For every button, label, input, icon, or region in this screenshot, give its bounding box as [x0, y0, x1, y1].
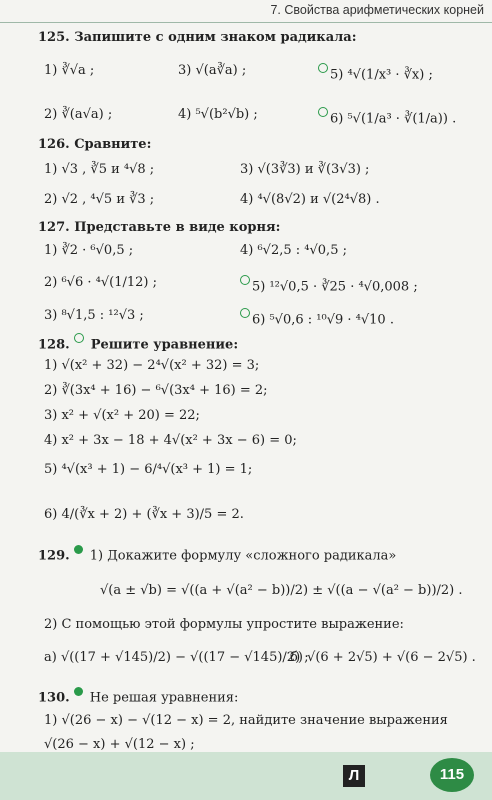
publisher-logo: Л	[343, 765, 365, 787]
task-126-2: 2) √2 , ⁴√5 и ∛3 ;	[44, 192, 155, 207]
task-126-4: 4) ⁴√(8√2) и √(2⁴√8) .	[240, 192, 380, 207]
problem-title: Запишите с одним знаком радикала:	[74, 30, 357, 45]
section-title: 7. Свойства арифметических корней	[270, 3, 484, 17]
task-130-1: 1) √(26 − x) − √(12 − x) = 2, найдите значение выражения	[44, 713, 448, 728]
filled-circle-icon	[74, 687, 83, 696]
circle-icon	[318, 107, 328, 117]
problem-number: 129.	[38, 548, 70, 564]
problem-125-heading	[38, 30, 357, 45]
task-128-5: 5) ⁴√(x³ + 1) − 6/⁴√(x³ + 1) = 1;	[44, 462, 253, 477]
problem-130-heading	[38, 687, 238, 705]
problem-127-heading	[38, 220, 280, 235]
task-129-2-intro: 2) С помощью этой формулы упростите выражение:	[44, 617, 404, 632]
circle-icon	[240, 308, 250, 318]
filled-circle-icon	[74, 545, 83, 554]
task-127-3: 3) ⁸√1,5 : ¹²√3 ;	[44, 308, 144, 323]
problem-128-heading	[38, 333, 238, 352]
task-127-6: 6) ⁵√0,6 : ¹⁰√9 · ⁴√10 .	[240, 308, 394, 327]
complex-radical-formula: √(a ± √b) = √((a + √(a² − b))/2) ± √((a − √(a² − b))/2) .	[100, 583, 463, 598]
task-127-5: 5) ¹²√0,5 · ∛25 · ⁴√0,008 ;	[240, 275, 418, 294]
task-125-5: 5) ⁴√(1/x³ · ∛x) ;	[318, 63, 433, 82]
task-125-2: 2) ∛(a√a) ;	[44, 107, 113, 122]
problem-title: Не решая уравнения:	[89, 690, 239, 706]
page-header	[0, 0, 492, 23]
problem-126-heading	[38, 137, 151, 152]
task-130-1-expression: √(26 − x) + √(12 − x) ;	[44, 737, 195, 752]
task-128-4: 4) x² + 3x − 18 + 4√(x² + 3x − 6) = 0;	[44, 433, 297, 448]
task-128-2: 2) ∛(3x⁴ + 16) − ⁶√(3x⁴ + 16) = 2;	[44, 383, 268, 398]
task-129-a: а) √((17 + √145)/2) − √((17 − √145)/2) ;	[44, 650, 309, 665]
circle-icon	[74, 333, 84, 343]
task-127-4: 4) ⁶√2,5 : ⁴√0,5 ;	[240, 243, 347, 258]
task-126-1: 1) √3 , ∛5 и ⁴√8 ;	[44, 162, 155, 177]
problem-title: Сравните:	[74, 137, 152, 152]
problem-number: 125.	[38, 30, 70, 45]
task-129-b: б) √(6 + 2√5) + √(6 − 2√5) .	[290, 650, 476, 665]
problem-129-heading	[38, 545, 396, 563]
footer-bar	[0, 752, 492, 800]
task-128-6: 6) 4/(∛x + 2) + (∛x + 3)/5 = 2.	[44, 507, 244, 522]
circle-icon	[240, 275, 250, 285]
task-127-1: 1) ∛2 · ⁶√0,5 ;	[44, 243, 134, 258]
problem-number: 128.	[38, 337, 70, 353]
task-128-1: 1) √(x² + 32) − 2⁴√(x² + 32) = 3;	[44, 358, 260, 373]
problem-number: 126.	[38, 137, 70, 152]
problem-number: 127.	[38, 220, 70, 235]
page-number-badge: 115	[430, 758, 474, 792]
task-125-3: 3) √(a∛a) ;	[178, 63, 247, 78]
task-125-4: 4) ⁵√(b²√b) ;	[178, 107, 258, 122]
task-125-1: 1) ∛√a ;	[44, 63, 95, 78]
circle-icon	[318, 63, 328, 73]
problem-title: 1) Докажите формулу «сложного радикала»	[89, 548, 397, 564]
problem-title: Решите уравнение:	[90, 337, 239, 353]
problem-title: Представьте в виде корня:	[74, 220, 281, 235]
task-125-6: 6) ⁵√(1/a³ · ∛(1/a)) .	[318, 107, 456, 126]
problem-number: 130.	[38, 690, 70, 706]
task-126-3: 3) √(3∛3) и ∛(3√3) ;	[240, 162, 370, 177]
task-128-3: 3) x² + √(x² + 20) = 22;	[44, 408, 200, 423]
task-127-2: 2) ⁶√6 · ⁴√(1/12) ;	[44, 275, 157, 290]
